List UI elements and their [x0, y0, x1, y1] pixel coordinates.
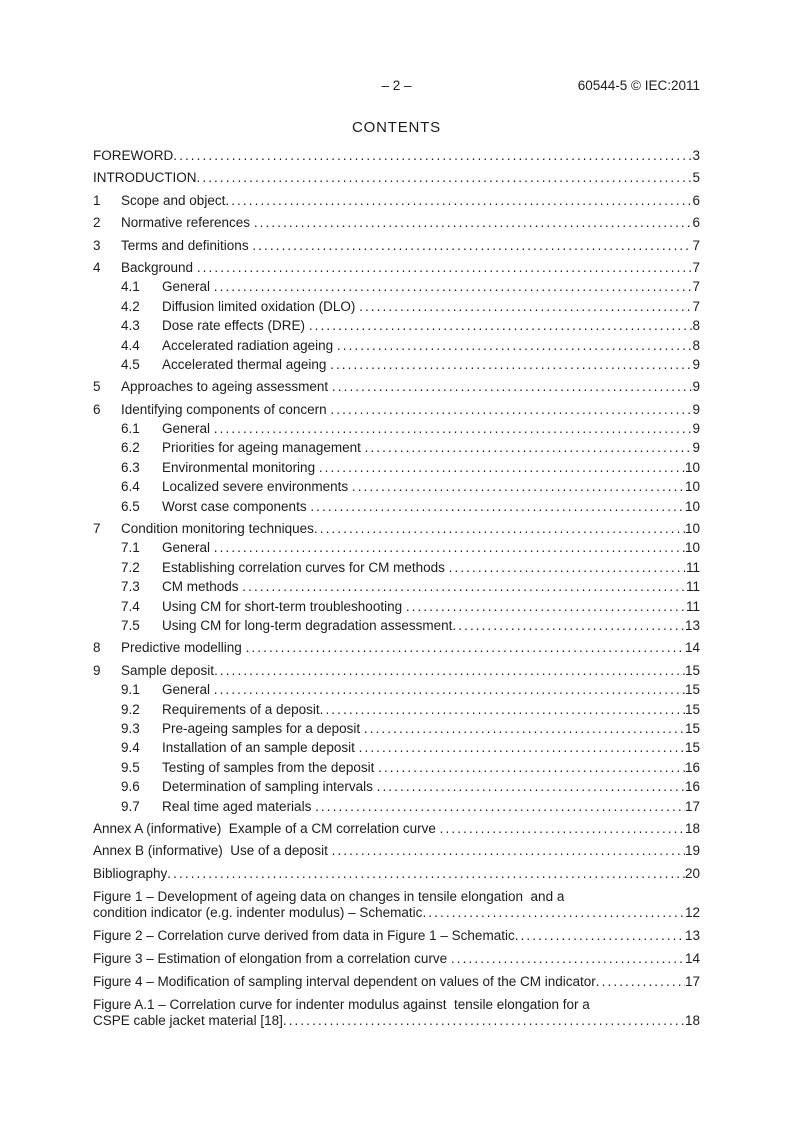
dot-leader [214, 663, 685, 679]
toc-entry [93, 721, 700, 737]
dot-leader [252, 238, 692, 254]
dot-leader [283, 1013, 685, 1029]
toc-entry [93, 215, 700, 231]
dot-leader [422, 905, 685, 921]
toc-entry [93, 148, 700, 164]
toc-entry-label: Priorities for ageing management [162, 440, 365, 456]
toc-entry-label: Using CM for long-term degradation assessment [162, 617, 453, 633]
toc-entry [93, 866, 700, 882]
toc-entry [93, 740, 700, 756]
toc-entry-label: Annex A (informative) Example of a CM correlation curve [93, 820, 440, 836]
toc-entry-label: Using CM for short-term troubleshooting [162, 598, 406, 614]
toc-entry-page: 18 [684, 820, 700, 836]
toc-entry-number: 4.1 [121, 279, 140, 295]
toc-entry [93, 460, 700, 476]
toc-entry [93, 170, 700, 186]
toc-entry-label: Installation of an sample deposit [162, 740, 359, 756]
dot-leader [440, 821, 685, 837]
dot-leader [451, 951, 685, 967]
toc-entry-page: 11 [685, 579, 700, 595]
dot-leader [596, 974, 685, 990]
toc-entry-label: Real time aged materials [162, 798, 316, 814]
toc-entry [93, 843, 700, 859]
toc-entry-label: Establishing correlation curves for CM methods [162, 559, 449, 575]
toc-entry-page: 15 [684, 662, 700, 678]
dot-leader [330, 357, 692, 373]
toc-entry-label: Terms and definitions [121, 237, 253, 253]
dot-leader [246, 640, 685, 656]
figure-list [93, 889, 700, 1029]
toc-entry-label: General [162, 540, 214, 556]
toc-entry-page: 16 [684, 759, 700, 775]
toc-entry-page: 10 [684, 540, 700, 556]
toc-entry-number: 6.4 [121, 479, 140, 495]
toc-entry-number: 4.2 [121, 298, 140, 314]
dot-leader [320, 702, 685, 718]
dot-leader [214, 279, 693, 295]
toc-entry-page: 13 [684, 617, 700, 633]
toc-entry-page: 8 [692, 337, 700, 353]
toc-entry-number: 4.3 [121, 318, 140, 334]
toc-entry [93, 579, 700, 595]
toc-entry [93, 760, 700, 776]
toc-entry-page: 10 [684, 521, 700, 537]
dot-leader [197, 170, 693, 186]
figure-entry-line2 [93, 1013, 700, 1029]
toc-entry-page: 16 [684, 779, 700, 795]
dot-leader [359, 299, 692, 315]
toc-entry-label: General [162, 421, 214, 437]
toc-entry-label: Identifying components of concern [121, 401, 331, 417]
toc-entry [93, 779, 700, 795]
toc-entry [93, 560, 700, 576]
dot-leader [364, 721, 685, 737]
figure-entry-page: 17 [684, 973, 700, 989]
figure-entry-page: 14 [684, 950, 700, 966]
toc-entry [93, 279, 700, 295]
dot-leader [352, 479, 685, 495]
figure-entry-line1 [93, 889, 700, 905]
page-header [93, 78, 700, 95]
figure-entry-line2 [93, 905, 700, 921]
toc-entry [93, 299, 700, 315]
dot-leader [406, 599, 686, 615]
toc-entry-label: Requirements of a deposit [162, 701, 320, 717]
toc-entry-number: 9.1 [121, 682, 140, 698]
toc-entry-page: 10 [684, 498, 700, 514]
toc-entry [93, 318, 700, 334]
toc-entry-number: 9.5 [121, 759, 140, 775]
toc-entry [93, 338, 700, 354]
toc-entry-number: 9.7 [121, 798, 140, 814]
toc-entry [93, 663, 700, 679]
toc-entry-number: 7.1 [121, 540, 140, 556]
figure-entry-label: Figure A.1 – Correlation curve for indenter modulus against tensile elongation for a [93, 996, 590, 1012]
toc-entry-number: 4.5 [121, 356, 140, 372]
dot-leader [330, 402, 692, 418]
figure-entry-page: 18 [684, 1012, 700, 1028]
dot-leader [378, 760, 685, 776]
toc-entry-number: 9.3 [121, 720, 140, 736]
toc-entry-number: 4 [93, 259, 101, 275]
toc-entry-label: Worst case components [162, 498, 311, 514]
toc-entry-label: Accelerated thermal ageing [162, 356, 331, 372]
dot-leader [214, 682, 685, 698]
toc-entry-page: 7 [692, 298, 700, 314]
toc-entry-label: General [162, 682, 214, 698]
toc-entry-page: 7 [692, 237, 700, 253]
toc-entry-page: 9 [692, 356, 700, 372]
figure-entry-label-continued: condition indicator (e.g. indenter modulus) – Schematic [93, 904, 423, 920]
dot-leader [319, 460, 685, 476]
dot-leader [332, 843, 685, 859]
toc-entry [93, 238, 700, 254]
figure-entry [93, 928, 700, 944]
toc-entry-page: 9 [692, 379, 700, 395]
toc-entry [93, 599, 700, 615]
toc-entry-page: 11 [685, 559, 700, 575]
toc-entry-label: Localized severe environments [162, 479, 352, 495]
toc-entry-label: Sample deposit [121, 662, 215, 678]
toc-entry-page: 15 [684, 740, 700, 756]
toc-entry-page: 15 [684, 682, 700, 698]
dot-leader [515, 928, 685, 944]
toc-entry-label: Approaches to ageing assessment [121, 379, 332, 395]
toc-entry-label: Pre-ageing samples for a deposit [162, 720, 364, 736]
contents-title: CONTENTS [352, 119, 441, 136]
toc-entry-page: 7 [692, 279, 700, 295]
toc-entry-number: 9.4 [121, 740, 140, 756]
toc-entry-number: 8 [93, 640, 101, 656]
toc-entry-page: 15 [684, 720, 700, 736]
toc-entry-label: Testing of samples from the deposit [162, 759, 379, 775]
toc-entry-page: 17 [684, 798, 700, 814]
toc-entry-number: 4.4 [121, 337, 140, 353]
toc-entry-page: 8 [692, 318, 700, 334]
figure-entry-label: Figure 2 – Correlation curve derived from data in Figure 1 – Schematic [93, 927, 515, 943]
toc-entry-label: FOREWORD [93, 148, 174, 163]
toc-entry-page: 7 [692, 259, 700, 275]
header-document-reference: 60544-5 © IEC:2011 [577, 78, 700, 93]
toc-entry-label: General [162, 279, 214, 295]
dot-leader [449, 560, 686, 576]
toc-entry [93, 640, 700, 656]
dot-leader [242, 579, 686, 595]
toc-entry-page: 9 [692, 421, 700, 437]
toc-entry-number: 6 [93, 401, 101, 417]
toc-entry [93, 193, 700, 209]
dot-leader [254, 215, 693, 231]
toc-entry-page: 10 [684, 479, 700, 495]
toc-entry-label: Background [121, 259, 197, 275]
toc-entry-number: 7 [93, 521, 101, 537]
toc-entry-number: 3 [93, 237, 101, 253]
toc-entry-label: INTRODUCTION [93, 170, 197, 186]
figure-entry-label-continued: CSPE cable jacket material [18] [93, 1012, 283, 1028]
toc-entry-page: 6 [692, 192, 700, 208]
dot-leader [197, 260, 693, 276]
dot-leader [315, 799, 685, 815]
dot-leader [173, 148, 692, 164]
dot-leader [332, 379, 693, 395]
dot-leader [365, 440, 693, 456]
toc-entry-number: 9.6 [121, 779, 140, 795]
toc-entry [93, 440, 700, 456]
toc-entry [93, 421, 700, 437]
toc-entry-number: 6.1 [121, 421, 140, 437]
toc-entry [93, 499, 700, 515]
toc-entry-label: Condition monitoring techniques [121, 521, 314, 537]
toc-entry-label: Accelerated radiation ageing [162, 337, 337, 353]
toc-entry-number: 6.3 [121, 459, 140, 475]
toc-entry-page: 5 [692, 170, 700, 186]
toc-entry [93, 521, 700, 537]
toc-entry-number: 7.2 [121, 559, 140, 575]
toc-area [93, 148, 700, 1029]
toc-entry [93, 682, 700, 698]
toc-entry-label: Predictive modelling [121, 640, 246, 656]
dot-leader [314, 521, 685, 537]
figure-entry-label: Figure 1 – Development of ageing data on changes in tensile elongation and a [93, 888, 565, 904]
dot-leader [310, 499, 685, 515]
toc-entry [93, 402, 700, 418]
toc-entry-number: 5 [93, 379, 101, 395]
toc-entry-label: CM methods [162, 579, 243, 595]
dot-leader [214, 421, 693, 437]
toc-entry [93, 702, 700, 718]
toc-entry-page: 20 [684, 865, 700, 881]
toc-entry-number: 6.5 [121, 498, 140, 514]
dot-leader [452, 618, 685, 634]
figure-entry [93, 974, 700, 990]
toc-entry [93, 540, 700, 556]
toc-entry-label: Annex B (informative) Use of a deposit [93, 843, 332, 859]
toc-entry-number: 1 [93, 192, 101, 208]
toc-entry-number: 9 [93, 662, 101, 678]
toc-entry-number: 6.2 [121, 440, 140, 456]
toc-entry-page: 10 [684, 459, 700, 475]
toc-entry [93, 618, 700, 634]
toc-entry-label: Scope and object [121, 192, 226, 208]
toc-entry-number: 7.4 [121, 598, 140, 614]
toc-entry [93, 479, 700, 495]
figure-entry-line1 [93, 997, 700, 1013]
toc-entry-page: 9 [692, 401, 700, 417]
toc-entry-page: 6 [692, 215, 700, 231]
figure-entry-label: Figure 3 – Estimation of elongation from a correlation curve [93, 950, 451, 966]
toc-entry [93, 379, 700, 395]
dot-leader [167, 866, 685, 882]
toc-entry-label: Bibliography [93, 865, 168, 881]
toc-entry [93, 821, 700, 837]
toc-entry-label: Environmental monitoring [162, 459, 319, 475]
toc-entry-page: 14 [684, 640, 700, 656]
header-page-number: – 2 – [381, 78, 412, 93]
figure-entry-page: 12 [684, 904, 700, 920]
toc-entry [93, 799, 700, 815]
toc-entry-page: 3 [692, 148, 700, 163]
dot-leader [337, 338, 693, 354]
toc-entry-number: 9.2 [121, 701, 140, 717]
toc-entry-label: Diffusion limited oxidation (DLO) [162, 298, 360, 314]
toc-entry [93, 260, 700, 276]
dot-leader [214, 540, 685, 556]
toc-entry-page: 15 [684, 701, 700, 717]
toc-entry-label: Normative references [121, 215, 254, 231]
figure-entry [93, 951, 700, 967]
figure-entry-page: 13 [684, 927, 700, 943]
toc-entry-number: 7.3 [121, 579, 140, 595]
dot-leader [377, 779, 685, 795]
toc-entry-page: 11 [685, 598, 700, 614]
figure-entry-label: Figure 4 – Modification of sampling interval dependent on values of the CM indicator [93, 973, 596, 989]
table-of-contents [93, 148, 700, 882]
dot-leader [359, 740, 685, 756]
toc-entry-page: 19 [684, 843, 700, 859]
dot-leader [225, 193, 692, 209]
dot-leader [309, 318, 693, 334]
toc-entry-number: 2 [93, 215, 101, 231]
toc-entry-number: 7.5 [121, 617, 140, 633]
toc-entry-label: Dose rate effects (DRE) [162, 318, 309, 334]
toc-entry-label: Determination of sampling intervals [162, 779, 377, 795]
toc-entry [93, 357, 700, 373]
toc-entry-page: 9 [692, 440, 700, 456]
